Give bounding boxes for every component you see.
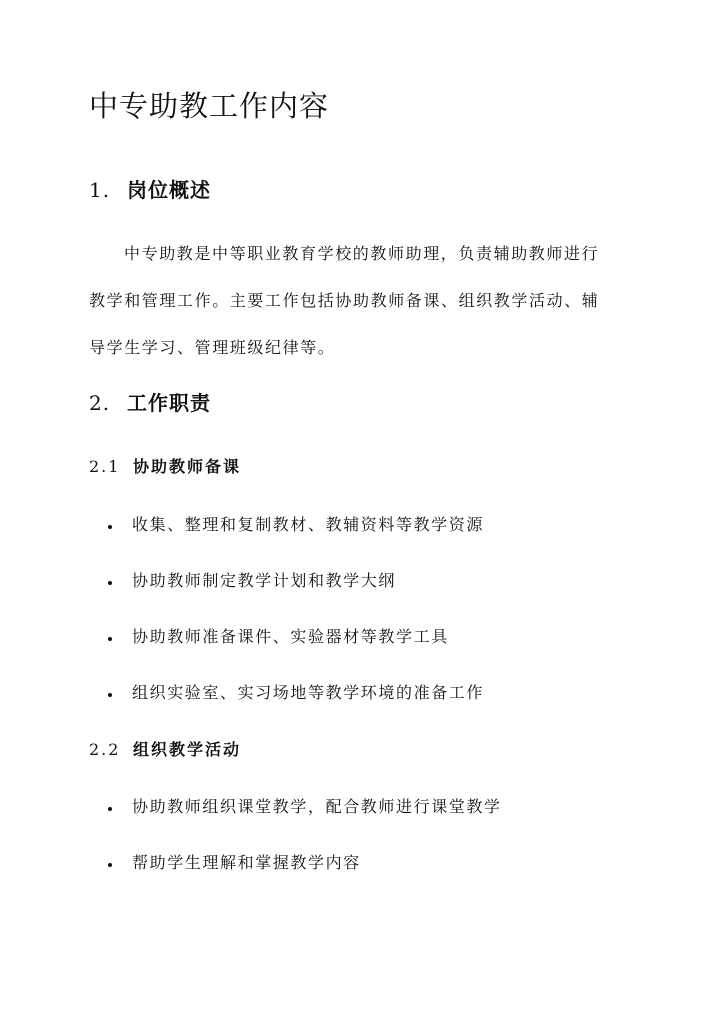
bullet-icon — [108, 693, 112, 697]
list-item-text: 协助教师准备课件、实验器材等教学工具 — [132, 627, 449, 646]
list-item — [108, 795, 502, 819]
list-item — [108, 513, 484, 537]
section-heading-duties — [89, 389, 211, 417]
bullet-icon — [108, 637, 112, 641]
list-item-text: 收集、整理和复制教材、教辅资料等教学资源 — [132, 515, 485, 534]
section-title: 岗位概述 — [127, 178, 211, 202]
list-item — [108, 569, 396, 593]
section-title: 工作职责 — [127, 391, 211, 415]
section-heading-overview — [89, 176, 211, 204]
subsection-title: 组织教学活动 — [133, 740, 242, 759]
list-item-text: 协助教师制定教学计划和教学大纲 — [132, 571, 397, 590]
list-item-text: 组织实验室、实习场地等教学环境的准备工作 — [132, 683, 485, 702]
paragraph-line: 教学和管理工作。主要工作包括协助教师备课、组织教学活动、辅 — [89, 291, 600, 310]
paragraph-line: 中专助教是中等职业教育学校的教师助理，负责辅助教师进行 — [124, 244, 600, 263]
subsection-heading-prep — [89, 455, 241, 479]
subsection-heading-activities — [89, 738, 241, 762]
bullet-icon — [108, 581, 112, 585]
list-item-text: 帮助学生理解和掌握教学内容 — [132, 853, 361, 872]
bullet-icon — [108, 525, 112, 529]
paragraph-line: 导学生学习、管理班级纪律等。 — [89, 338, 336, 357]
bullet-icon — [108, 863, 112, 867]
list-item — [108, 681, 484, 705]
list-item — [108, 625, 449, 649]
bullet-icon — [108, 807, 112, 811]
list-item-text: 协助教师组织课堂教学，配合教师进行课堂教学 — [132, 797, 502, 816]
document-title: 中专助教工作内容 — [89, 89, 330, 123]
subsection-number: 2.2 — [89, 740, 121, 759]
section-number: 2. — [89, 391, 111, 415]
list-item — [108, 851, 361, 875]
section-number: 1. — [89, 178, 111, 202]
subsection-title: 协助教师备课 — [133, 457, 242, 476]
subsection-number: 2.1 — [89, 457, 121, 476]
